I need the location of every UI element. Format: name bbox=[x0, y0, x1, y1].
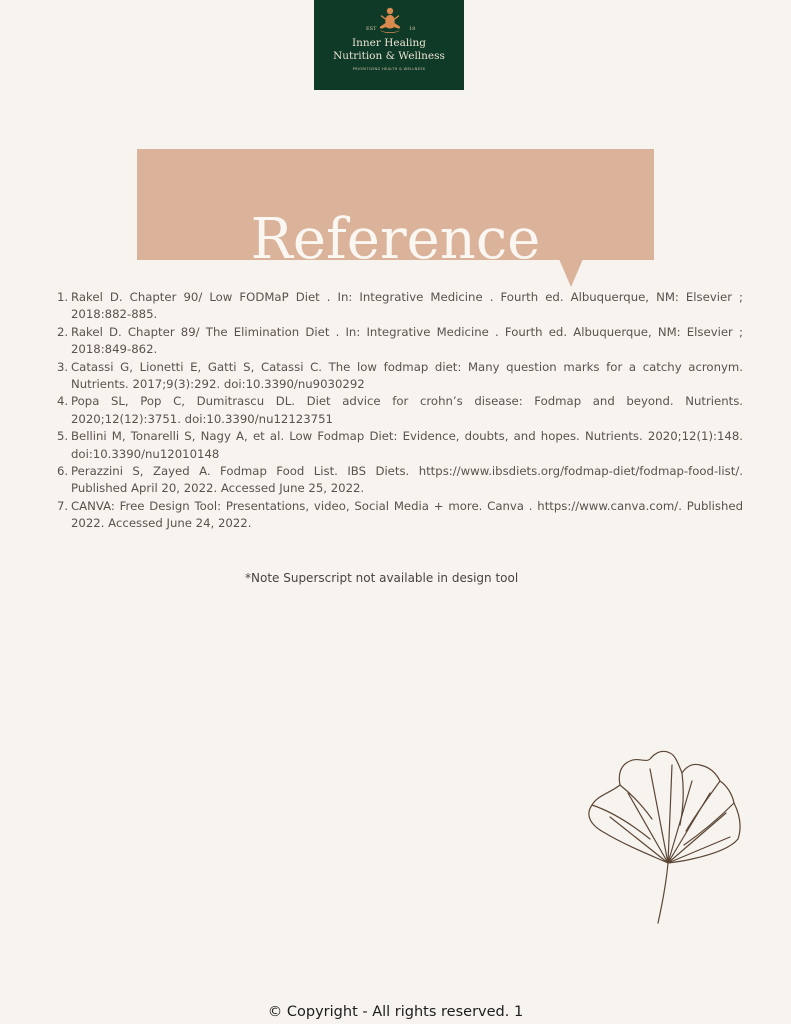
reference-banner bbox=[137, 149, 654, 272]
reference-item bbox=[57, 428, 743, 463]
reference-number: 2. bbox=[57, 324, 69, 339]
reference-item bbox=[57, 463, 743, 498]
reference-number: 4. bbox=[57, 394, 69, 409]
reference-number: 6. bbox=[57, 464, 69, 479]
superscript-note: *Note Superscript not available in design tool bbox=[245, 571, 519, 585]
reference-item bbox=[57, 393, 743, 428]
brand-logo bbox=[314, 0, 464, 90]
reference-item bbox=[57, 324, 743, 359]
banner-pointer bbox=[559, 259, 583, 287]
reference-text: Perazzini S, Zayed A. Fodmap Food List. IBS Diets. https://www.ibsdiets.org/fodmap-diet/fodmap-food-list/. Published April 20, 2022. Accessed June 25, 2022. bbox=[71, 464, 743, 496]
meditating-person-icon bbox=[377, 6, 403, 36]
reference-text: Bellini M, Tonarelli S, Nagy A, et al. Low Fodmap Diet: Evidence, doubts, and hopes. Nutrients. 2020;12(1):148. doi:10.3390/nu12010148 bbox=[71, 429, 743, 461]
reference-item bbox=[57, 498, 743, 533]
reference-text: Catassi G, Lionetti E, Gatti S, Catassi C. The low fodmap diet: Many question marks for a catchy acronym. Nutrients. 2017;9(3):292. doi:10.3390/nu9030292 bbox=[71, 359, 743, 392]
reference-number: 3. bbox=[57, 359, 69, 374]
reference-text: CANVA: Free Design Tool: Presentations, video, Social Media + more. Canva . https://www.canva.com/. Published 2022. Accessed June 24, 2022. bbox=[71, 498, 743, 531]
reference-text: Rakel D. Chapter 90/ Low FODMaP Diet . In: Integrative Medicine . Fourth ed. Albuquerque, NM: Elsevier ; 2018:882-885. bbox=[71, 290, 743, 322]
logo-title-line-1: Inner Healing bbox=[351, 37, 427, 49]
reference-item bbox=[57, 359, 743, 394]
page-title: Reference bbox=[250, 206, 541, 272]
reference-list bbox=[57, 289, 743, 533]
reference-number: 7. bbox=[57, 498, 69, 513]
logo-mark-left: EST bbox=[366, 26, 377, 32]
reference-text: Popa SL, Pop C, Dumitrascu DL. Diet advice for crohn’s disease: Fodmap and beyond. Nutrients. 2020;12(12):3751. doi:10.3390/nu12123751 bbox=[71, 394, 743, 426]
reference-number: 1. bbox=[57, 290, 69, 304]
reference-text: Rakel D. Chapter 89/ The Elimination Diet . In: Integrative Medicine . Fourth ed. Albuquerque, NM: Elsevier ; 2018:849-862. bbox=[71, 324, 743, 357]
logo-title-line-2: Nutrition & Wellness bbox=[333, 50, 445, 62]
copyright-footer: © Copyright - All rights reserved. 1 bbox=[267, 1004, 524, 1020]
ginkgo-leaf-icon bbox=[580, 745, 750, 930]
logo-mark-right: 18 bbox=[409, 26, 416, 32]
logo-tagline: PRIORITIZING HEALTH & WELLNESS bbox=[352, 67, 426, 71]
reference-number: 5. bbox=[57, 429, 69, 444]
reference-item bbox=[57, 289, 743, 324]
